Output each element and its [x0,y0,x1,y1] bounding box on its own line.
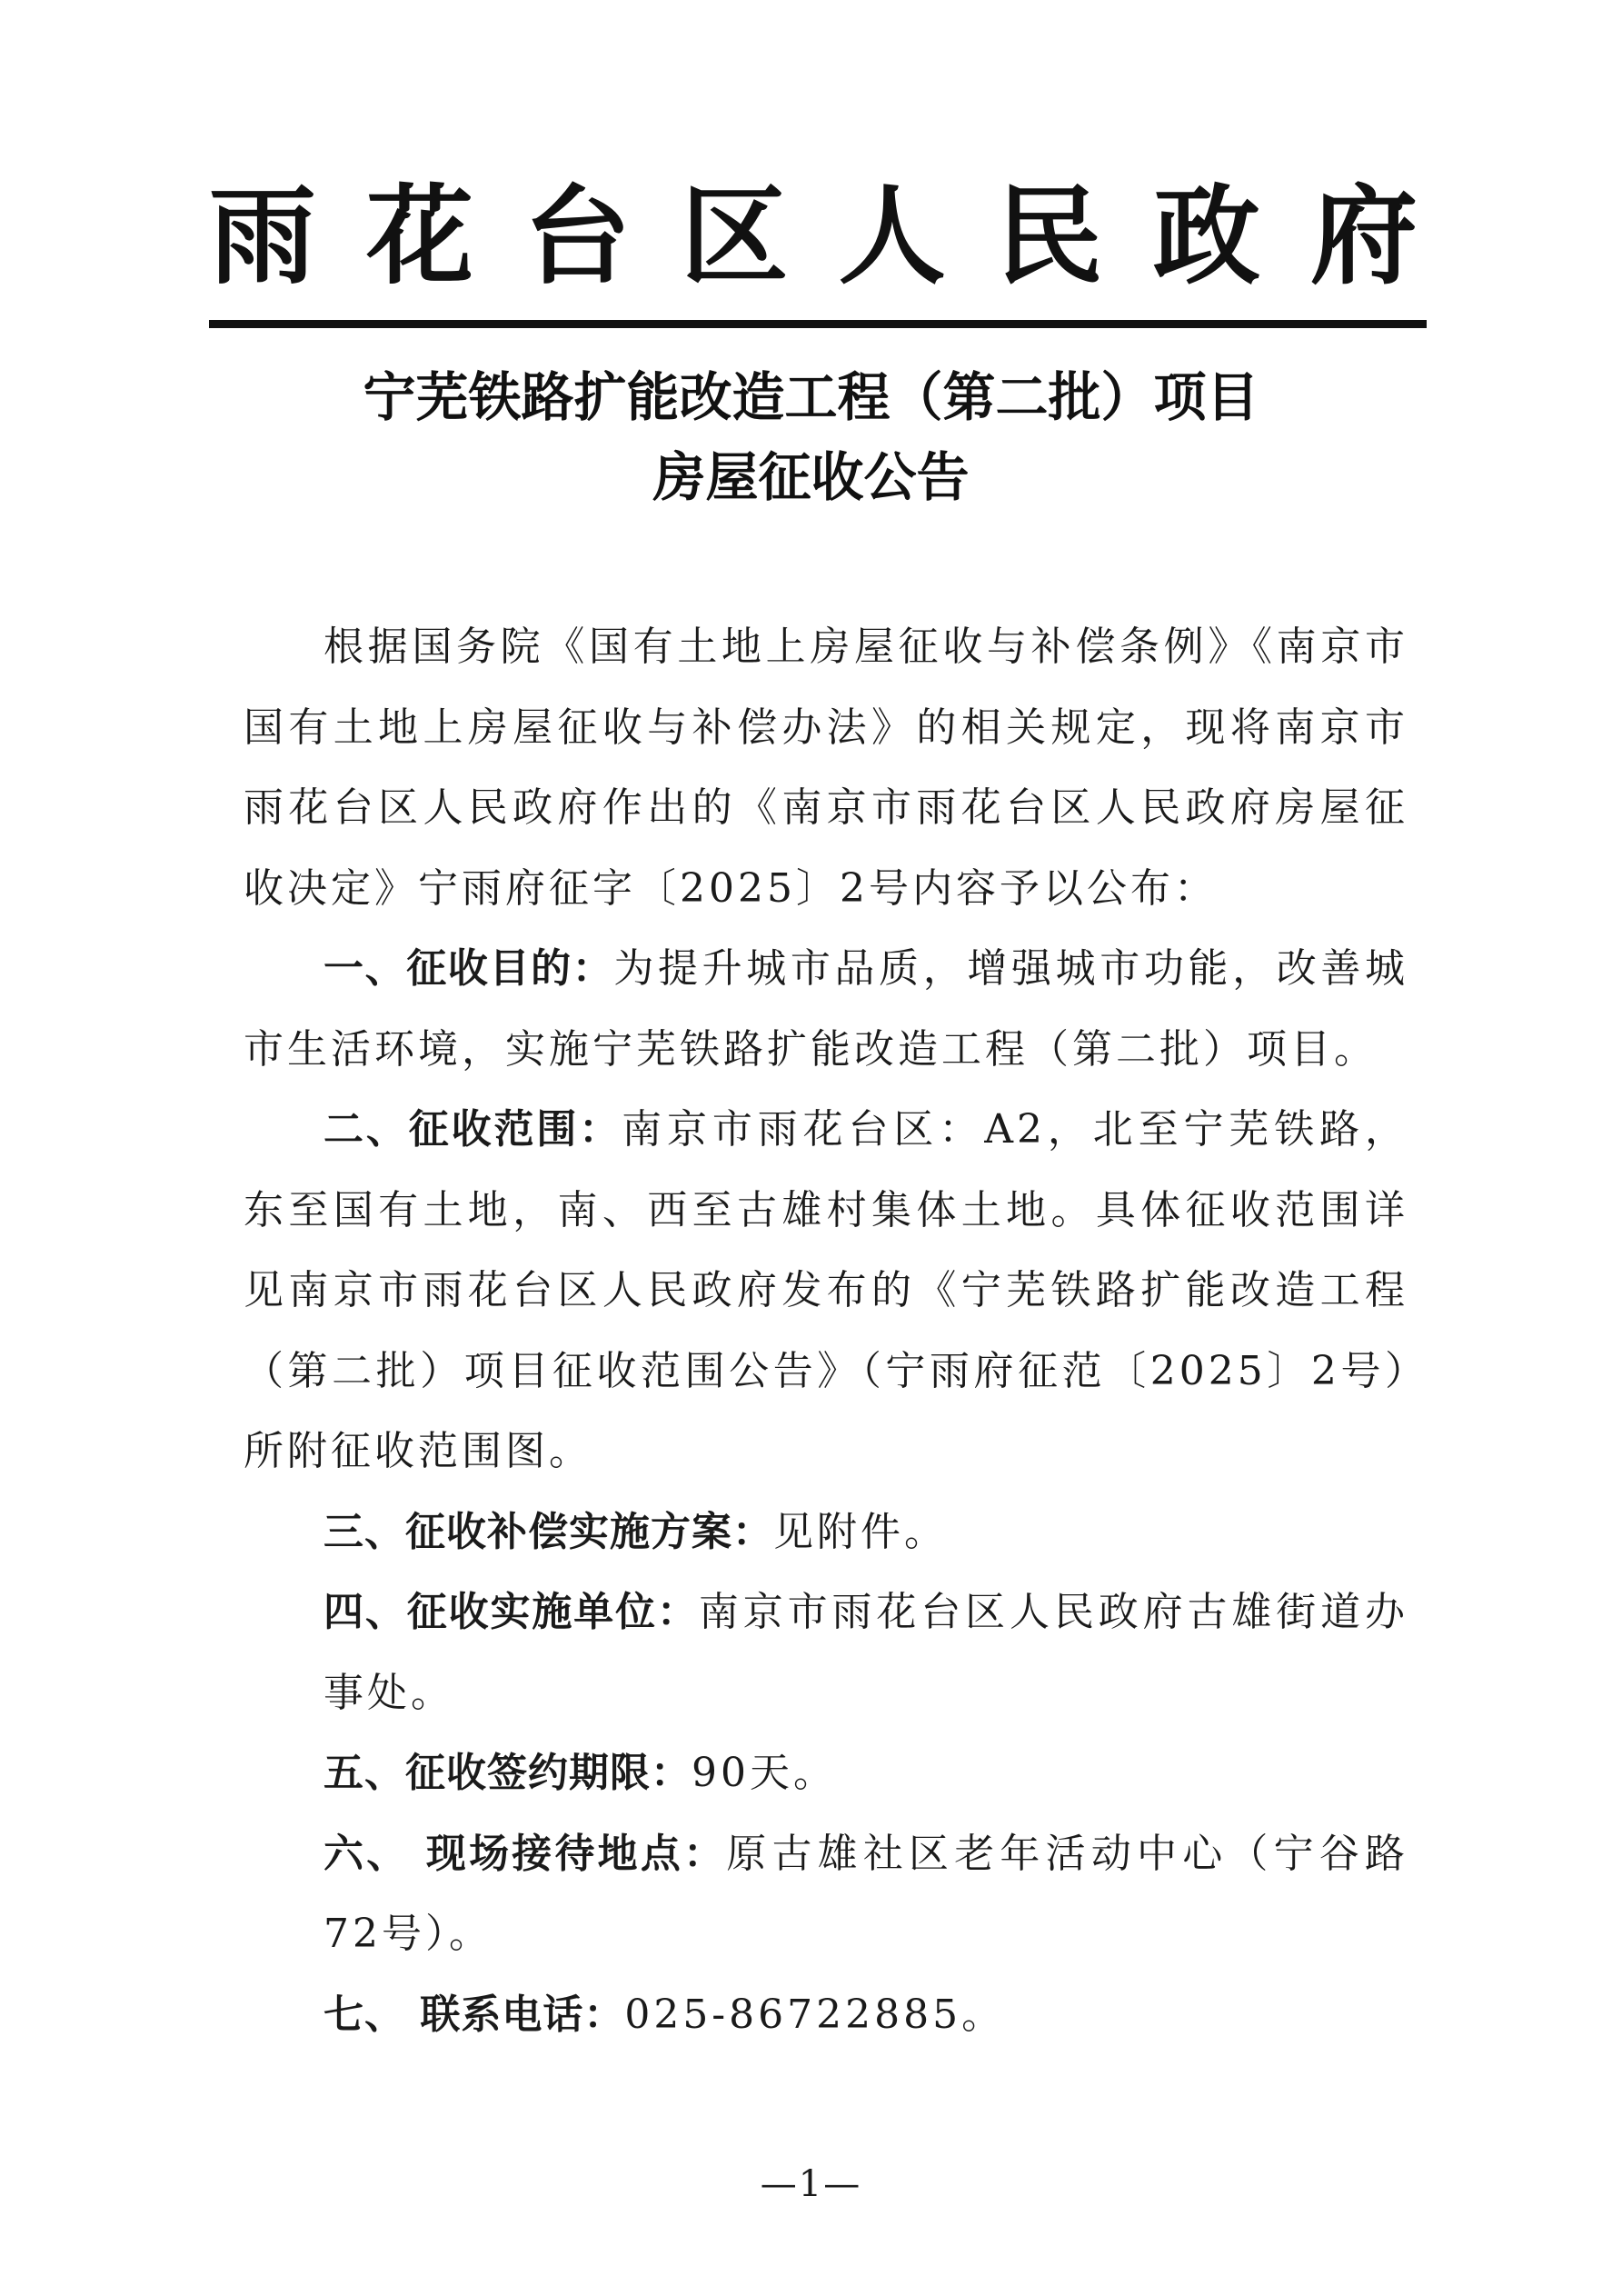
header-char: 雨 [209,174,317,299]
header-char: 台 [523,174,632,299]
header-char: 民 [995,174,1103,299]
document-body [244,607,1408,2055]
item-text: 南京市雨花台区人民政府古雄街道办事处。 [323,1589,1408,1716]
item-contact-phone [244,1975,1408,2056]
item-text: 025-86722885。 [624,1991,1006,2038]
document-title-line-2: 房屋征收公告 [652,446,970,508]
item-label: 二、征收范围： [323,1106,622,1153]
item-scope [244,1090,1408,1492]
item-label: 四、征收实施单位： [323,1589,699,1635]
item-text: 90天。 [692,1750,837,1796]
item-text: 见附件。 [773,1508,948,1555]
item-text: 南京市雨花台区：A2，北至宁芜铁路，东至国有土地，南、西至古雄村集体土地。具体征收范围详见南京市雨花台区人民政府发布的《宁芜铁路扩能改造工程（第二批）项目征收范围公告》（宁雨府征范〔2025〕2号）所附征收范围图。 [244,1106,1408,1474]
item-label: 六、 现场接待地点： [323,1830,727,1877]
document-title-line-1: 宁芜铁路扩能改造工程（第二批）项目 [363,366,1259,428]
item-label: 七、 联系电话： [323,1991,625,2038]
header-char: 区 [681,174,789,299]
item-text: 原古雄社区老年活动中心（宁谷路72号）。 [323,1830,1408,1957]
item-reception-location [244,1814,1408,1975]
intro-paragraph: 根据国务院《国有土地上房屋征收与补偿条例》《南京市国有土地上房屋征收与补偿办法》的相关规定，现将南京市雨花台区人民政府作出的《南京市雨花台区人民政府房屋征收决定》宁雨府征字〔2025〕2号内容予以公布： [244,624,1408,912]
header-divider-line [209,320,1427,328]
issuing-authority-header [209,155,1418,318]
item-purpose [244,929,1408,1090]
header-char: 人 [838,174,946,299]
header-char: 花 [366,174,474,299]
header-char: 政 [1152,174,1260,299]
page-number: —1— [760,2163,862,2205]
item-label: 三、征收补偿实施方案： [323,1508,773,1555]
item-compensation-plan [244,1492,1408,1573]
item-label: 五、征收签约期限： [323,1750,692,1796]
header-char: 府 [1309,174,1418,299]
item-label: 一、征收目的： [323,945,614,992]
item-signing-period [244,1733,1408,1814]
item-implementing-unit [244,1572,1408,1733]
item-text: 为提升城市品质，增强城市功能，改善城市生活环境，实施宁芜铁路扩能改造工程（第二批）项目。 [244,945,1408,1073]
